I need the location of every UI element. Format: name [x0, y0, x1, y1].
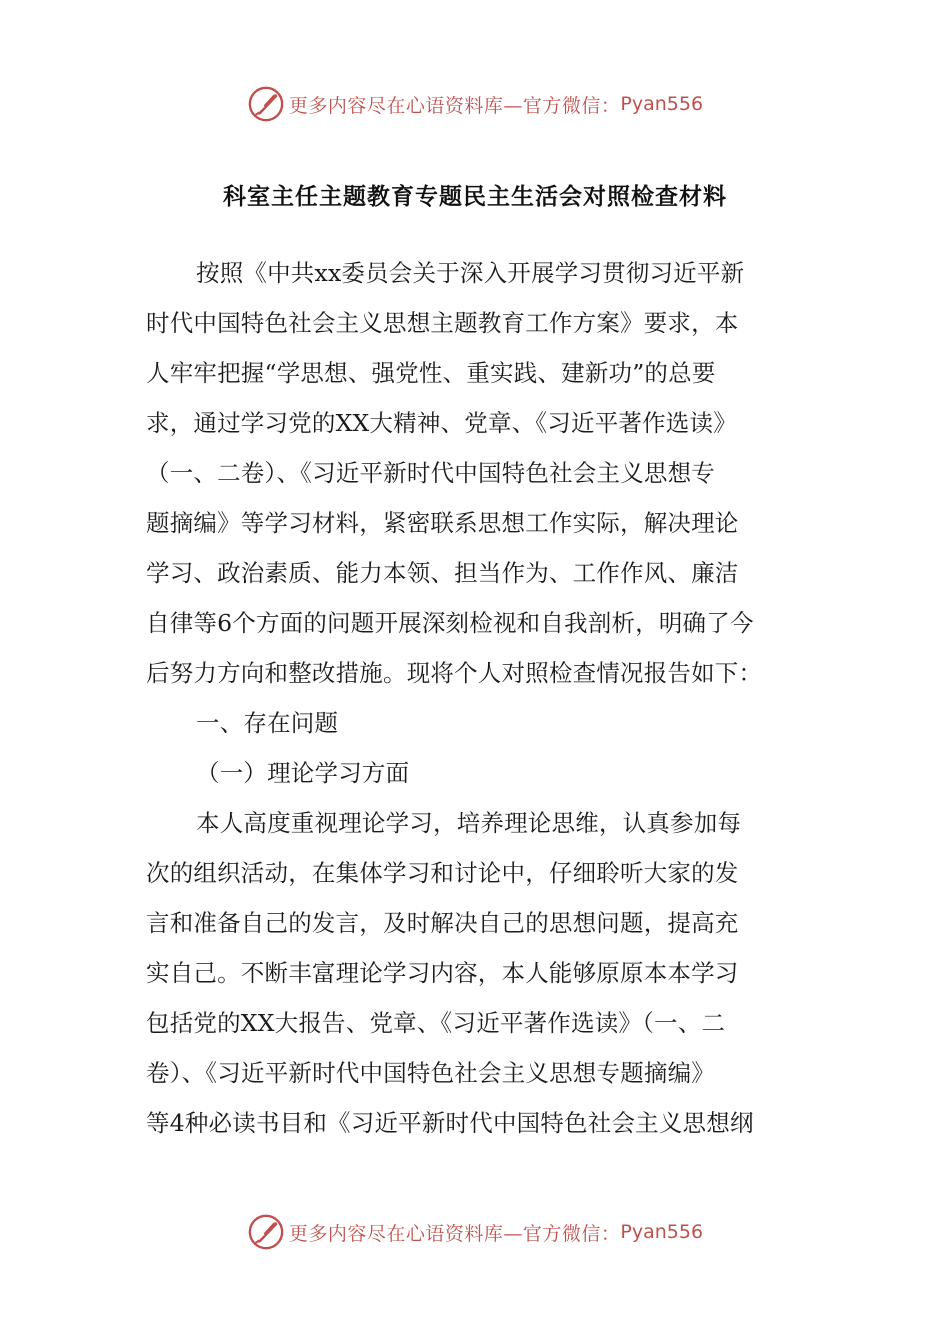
- body-line: 次的组织活动，在集体学习和讨论中，仔细聆听大家的发: [146, 859, 739, 887]
- body-line: 本人高度重视理论学习，培养理论思维，认真参加每: [196, 809, 742, 837]
- watermark-banner-top: [0, 82, 950, 126]
- section-heading: 一、存在问题: [196, 709, 339, 737]
- body-line: 按照《中共xx委员会关于深入开展学习贯彻习近平新: [196, 259, 745, 287]
- body-line: 等4种必读书目和《习近平新时代中国特色社会主义思想纲: [146, 1109, 754, 1137]
- body-line: 包括党的XX大报告、党章、《习近平著作选读》（一、二: [146, 1009, 726, 1037]
- body-line: 后努力方向和整改措施。现将个人对照检查情况报告如下：: [146, 659, 763, 687]
- document-title: 科室主任主题教育专题民主生活会对照检查材料: [223, 184, 727, 210]
- quill-logo-icon: [247, 1213, 285, 1251]
- watermark-id: Pyan556: [620, 1221, 704, 1243]
- watermark-text: 更多内容尽在心语资料库—官方微信：: [288, 1222, 621, 1245]
- watermark-id: Pyan556: [620, 93, 704, 115]
- body-line: （一、二卷）、《习近平新时代中国特色社会主义思想专: [146, 459, 715, 487]
- document-body: [146, 248, 806, 1148]
- body-line: 题摘编》等学习材料，紧密联系思想工作实际，解决理论: [146, 509, 739, 537]
- body-line: 学习、政治素质、能力本领、担当作为、工作作风、廉洁: [146, 559, 739, 587]
- subsection-heading: （一）理论学习方面: [196, 759, 410, 787]
- watermark-text: 更多内容尽在心语资料库—官方微信：: [288, 94, 621, 117]
- watermark-banner-bottom: [0, 1210, 950, 1254]
- body-line: 求，通过学习党的XX大精神、党章、《习近平著作选读》: [146, 409, 737, 437]
- body-line: 言和准备自己的发言，及时解决自己的思想问题，提高充: [146, 909, 739, 937]
- body-line: 人牢牢把握“学思想、强党性、重实践、建新功”的总要: [146, 359, 716, 387]
- body-line: 卷）、《习近平新时代中国特色社会主义思想专题摘编》: [146, 1059, 715, 1087]
- body-line: 自律等6个方面的问题开展深刻检视和自我剖析，明确了今: [146, 609, 754, 637]
- body-line: 时代中国特色社会主义思想主题教育工作方案》要求，本: [146, 309, 739, 337]
- body-line: 实自己。不断丰富理论学习内容，本人能够原原本本学习: [146, 959, 739, 987]
- quill-logo-icon: [247, 85, 285, 123]
